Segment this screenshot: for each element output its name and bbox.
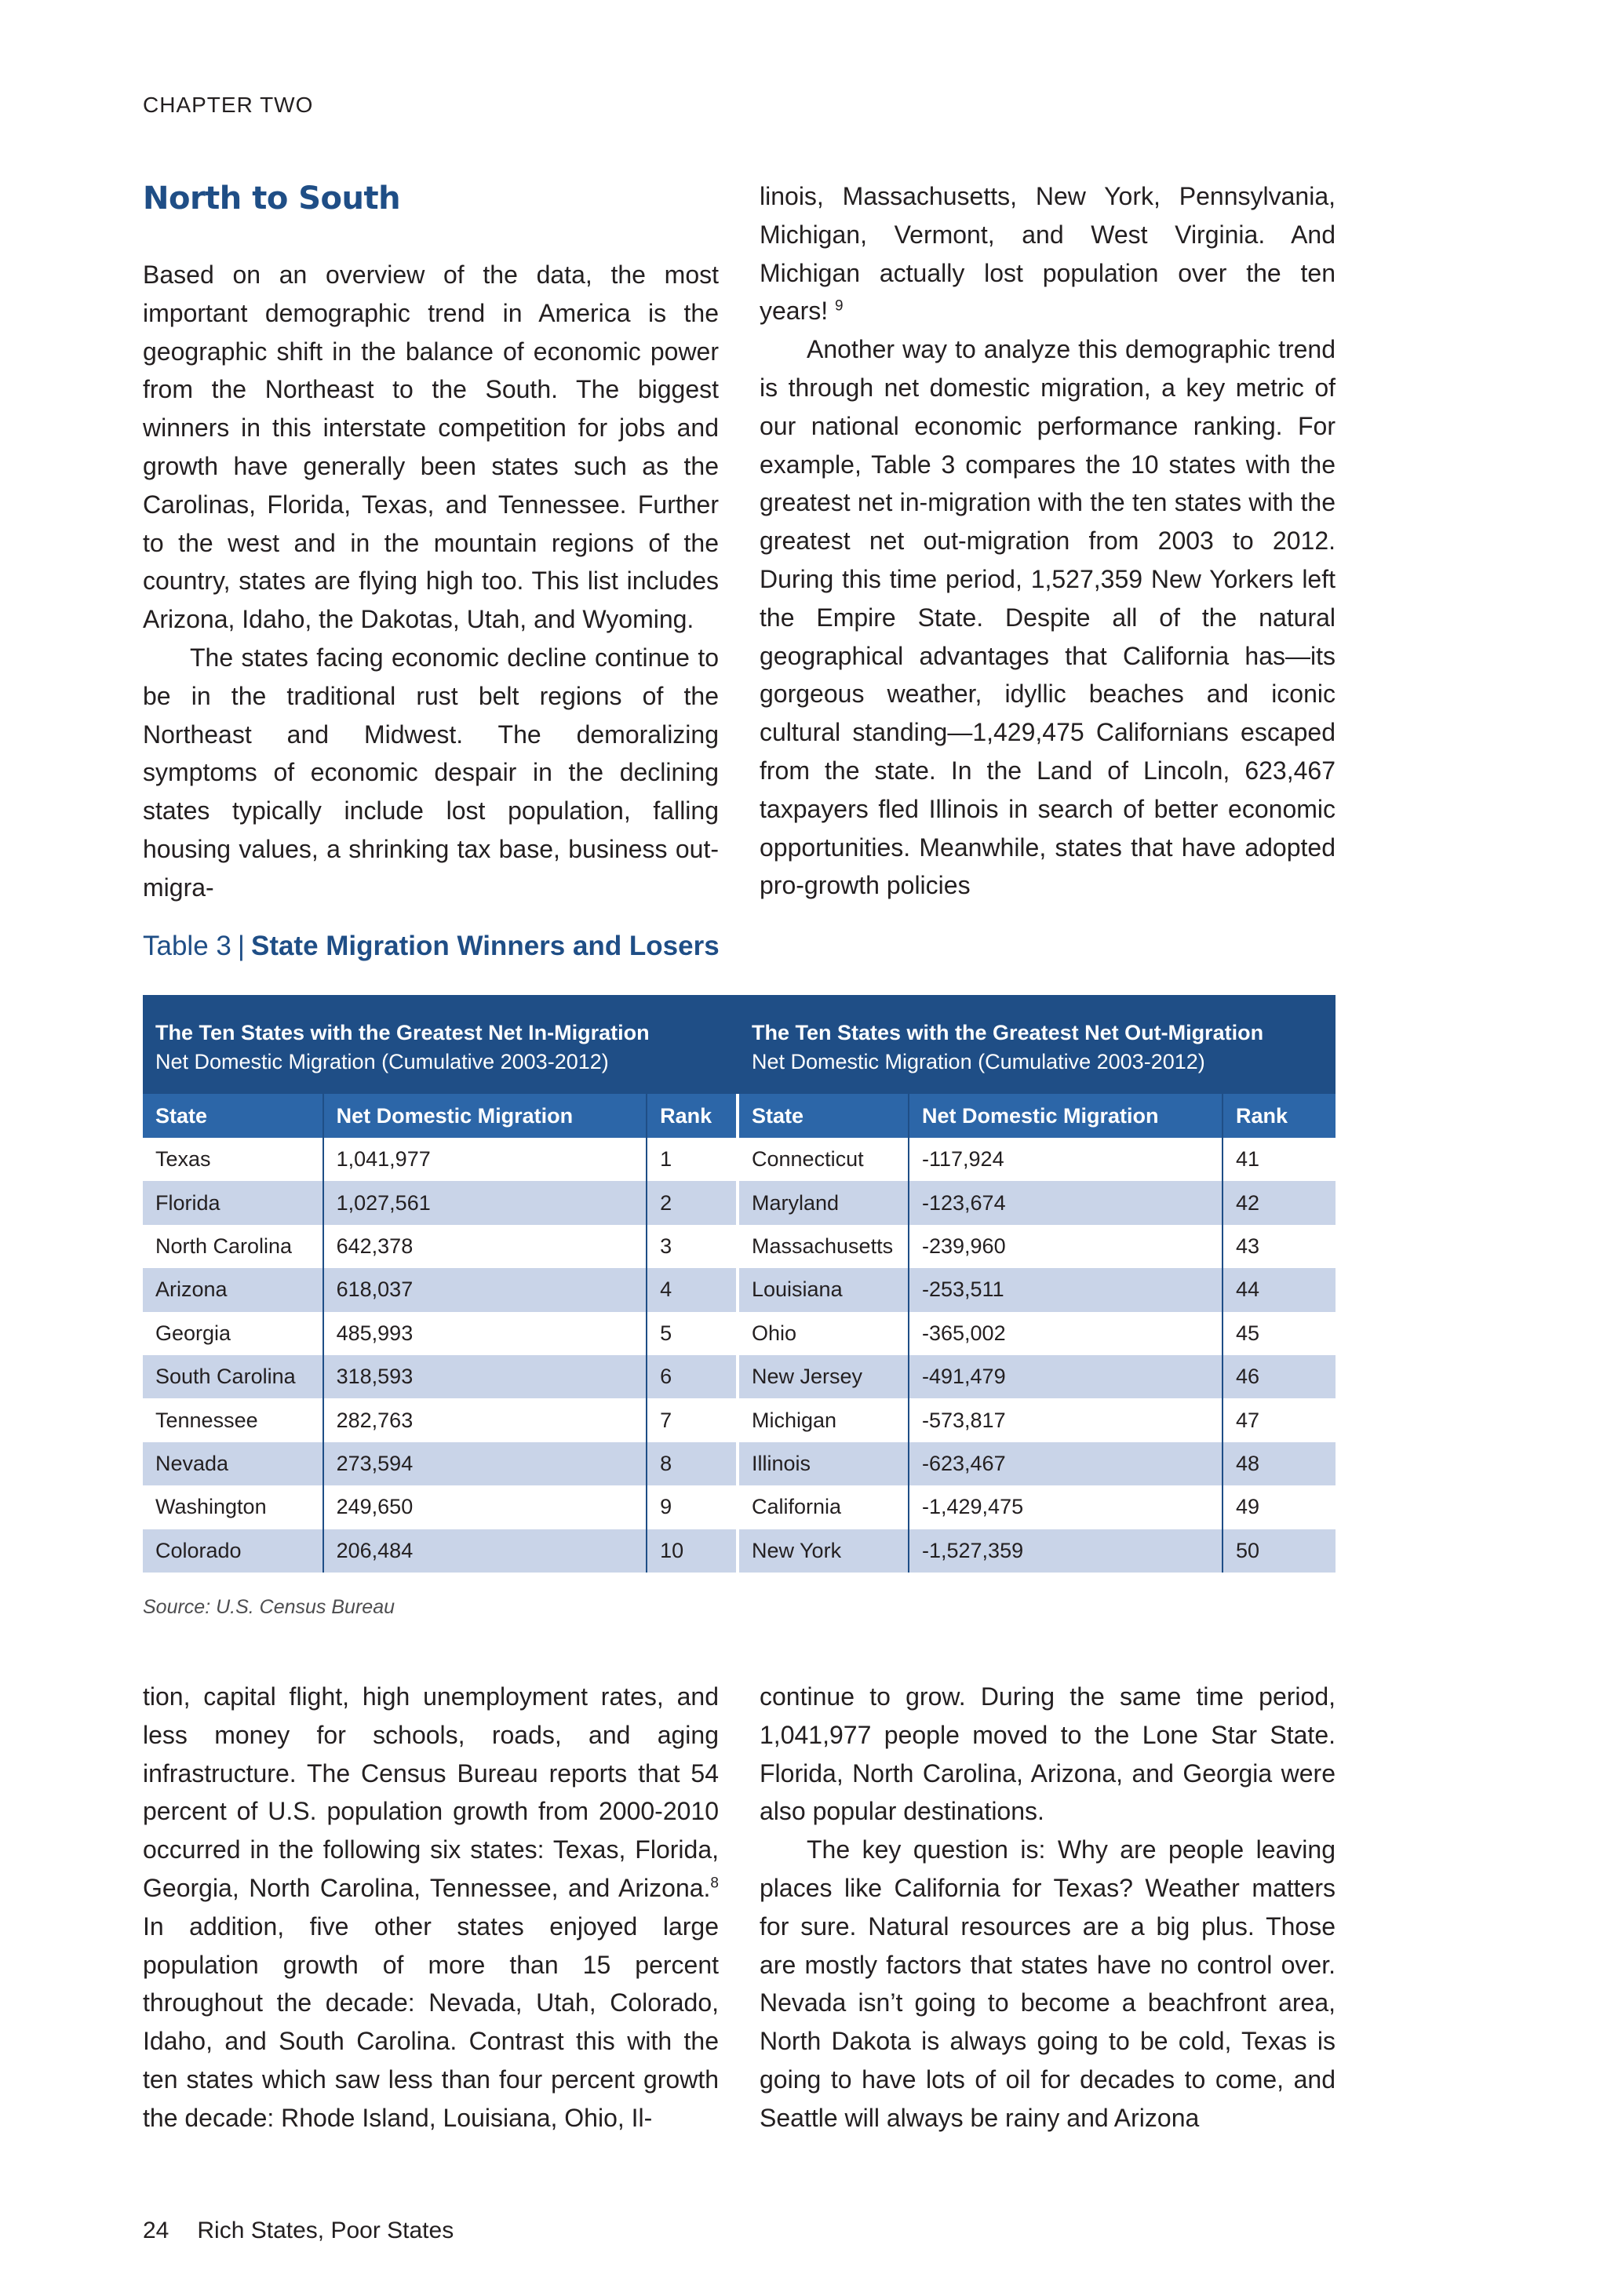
rank-cell: 10 [647, 1529, 738, 1573]
state-cell: Massachusetts [739, 1225, 909, 1268]
rank-cell: 2 [647, 1181, 738, 1224]
rank-cell: 7 [647, 1398, 738, 1441]
rank-cell: 8 [647, 1442, 738, 1485]
table-grid [143, 1094, 1336, 1573]
state-cell: Tennessee [143, 1398, 323, 1441]
state-cell: Florida [143, 1181, 323, 1224]
migration-cell: -365,002 [909, 1312, 1223, 1355]
table-row [739, 1442, 1336, 1485]
paragraph [760, 177, 1336, 330]
state-cell: New Jersey [739, 1355, 909, 1398]
table-source: Source: U.S. Census Bureau [143, 1596, 395, 1618]
table-row [143, 1529, 738, 1573]
paragraph: continue to grow. During the same time period, 1,041,977 people moved to the Lone Star State. Florida, North Carolina, Arizona, and Georgia were also popular destinations. [760, 1682, 1336, 1826]
paragraph: The key question is: Why are people leaving places like California for Texas? Weather matters for sure. Natural resources are a big plus. Those are mostly factors that states have no control over. Nevada isn’t going to become a beachfront area, North Dakota is always going to be cold, Texas is going to have lots of oil for decades to come, and Seattle will always be rainy and Arizona [760, 1835, 1336, 2132]
rank-cell: 6 [647, 1355, 738, 1398]
state-cell: Texas [143, 1138, 323, 1181]
right-column-top [760, 177, 1336, 907]
rank-cell: 48 [1223, 1442, 1336, 1485]
paragraph [143, 1678, 719, 2137]
section-heading: North to South [143, 180, 401, 217]
footnote-marker: 8 [710, 1875, 719, 1892]
migration-cell: -117,924 [909, 1138, 1223, 1181]
table-row [739, 1268, 1336, 1311]
rank-cell: 41 [1236, 1147, 1260, 1172]
column-header: Net Domestic Migration [909, 1094, 1223, 1138]
rank-cell: 47 [1236, 1408, 1260, 1432]
out-migration-header [752, 1019, 1263, 1077]
migration-table [143, 995, 1336, 1573]
out-migration-title: The Ten States with the Greatest Net Out-Migration [752, 1021, 1264, 1044]
chapter-label: CHAPTER TWO [143, 93, 314, 117]
rank-cell: 50 [1223, 1529, 1336, 1573]
state-cell: North Carolina [143, 1225, 323, 1268]
bottom-columns [143, 1678, 1336, 2137]
paragraph-text: In addition, five other states enjoyed large population growth of more than 15 percent throughout the decade: Nevada, Utah, Colorado, Idaho, and South Carolina. Contrast this with the ten states which saw less than four percent growth the decade: Rhode Island, Louisiana, Ohio, Il- [143, 1912, 719, 2132]
migration-cell: -491,479 [909, 1355, 1223, 1398]
migration-cell: -623,467 [909, 1442, 1223, 1485]
table-row [739, 1225, 1336, 1268]
top-columns [143, 180, 1336, 907]
table-row [739, 1529, 1336, 1573]
table-row [739, 1138, 1336, 1181]
paragraph-text: linois, Massachusetts, New York, Pennsylvania, Michigan, Vermont, and West Virginia. And Michigan actually lost population over the ten years! [760, 182, 1336, 326]
in-table-header-row [143, 1094, 738, 1138]
table-label: Table 3 [143, 931, 231, 961]
in-table-body [143, 1138, 738, 1573]
rank-cell: 9 [647, 1485, 738, 1529]
out-migration-table [739, 1094, 1336, 1573]
table-row [143, 1312, 738, 1355]
rank-cell: 45 [1236, 1321, 1260, 1345]
caption-separator: | [237, 931, 245, 961]
state-cell: Georgia [143, 1312, 323, 1355]
state-cell: Illinois [739, 1442, 909, 1485]
table-row [143, 1268, 738, 1311]
rank-cell: 3 [647, 1225, 738, 1268]
migration-cell: 1,041,977 [323, 1138, 647, 1181]
migration-cell: 618,037 [323, 1268, 647, 1311]
column-header: State [143, 1094, 323, 1138]
out-table-header-row [739, 1094, 1336, 1138]
in-migration-subtitle: Net Domestic Migration (Cumulative 2003-2012) [155, 1050, 609, 1073]
left-column-bottom [143, 1678, 719, 2137]
rank-cell: 44 [1223, 1268, 1336, 1311]
table-row [739, 1485, 1336, 1529]
migration-cell: -123,674 [909, 1181, 1223, 1224]
right-column-bottom [760, 1678, 1336, 2137]
in-migration-title: The Ten States with the Greatest Net In-Migration [155, 1021, 650, 1044]
state-cell: Washington [143, 1485, 323, 1529]
migration-cell: 206,484 [323, 1529, 647, 1573]
migration-cell: 485,993 [323, 1312, 647, 1355]
migration-cell: -253,511 [909, 1268, 1223, 1311]
migration-cell: -573,817 [909, 1398, 1223, 1441]
state-cell: Michigan [739, 1398, 909, 1441]
table-row [739, 1398, 1336, 1441]
column-header: Net Domestic Migration [323, 1094, 647, 1138]
state-cell: South Carolina [143, 1355, 323, 1398]
rank-cell: 42 [1223, 1181, 1336, 1224]
state-cell: Ohio [739, 1312, 909, 1355]
in-migration-table [143, 1094, 739, 1573]
column-header: Rank [1223, 1094, 1336, 1138]
state-cell: Colorado [143, 1529, 323, 1573]
in-migration-header [155, 1019, 650, 1077]
page-footer [143, 2218, 454, 2244]
migration-cell: 273,594 [323, 1442, 647, 1485]
out-table-body [739, 1138, 1336, 1573]
rank-cell: 43 [1236, 1234, 1260, 1258]
paragraph: The states facing economic decline continue to be in the traditional rust belt regions of the Northeast and Midwest. The demoralizing symptoms of economic despair in the declining states typically include lost population, falling housing values, a shrinking tax base, business out-migra- [143, 643, 719, 902]
left-column-top [143, 180, 719, 907]
table-row [143, 1398, 738, 1441]
table-row [739, 1312, 1336, 1355]
column-header: State [739, 1094, 909, 1138]
state-cell: Maryland [739, 1181, 909, 1224]
out-migration-subtitle: Net Domestic Migration (Cumulative 2003-2012) [752, 1050, 1205, 1073]
paragraph-text: tion, capital flight, high unemployment rates, and less money for schools, roads, and aging infrastructure. The Census Bureau reports that 54 percent of U.S. population growth from 2000-2010 occurred in the following six states: Texas, Florida, Georgia, North Carolina, Tennessee, and Arizona. [143, 1682, 719, 1902]
table-row [143, 1442, 738, 1485]
rank-cell: 46 [1223, 1355, 1336, 1398]
column-header: Rank [647, 1094, 738, 1138]
migration-cell: 318,593 [323, 1355, 647, 1398]
page-number: 24 [143, 2218, 169, 2243]
table-row [143, 1138, 738, 1181]
migration-cell: 1,027,561 [323, 1181, 647, 1224]
table-row [739, 1355, 1336, 1398]
rank-cell: 1 [647, 1138, 738, 1181]
state-cell: Arizona [143, 1268, 323, 1311]
migration-cell: -239,960 [909, 1225, 1223, 1268]
table-row [143, 1485, 738, 1529]
migration-cell: 249,650 [323, 1485, 647, 1529]
migration-cell: -1,429,475 [909, 1485, 1223, 1529]
migration-cell: 282,763 [323, 1398, 647, 1441]
table-title: State Migration Winners and Losers [250, 931, 720, 961]
table-row [739, 1181, 1336, 1224]
publication-title: Rich States, Poor States [197, 2218, 454, 2243]
state-cell: Connecticut [739, 1138, 909, 1181]
migration-cell: -1,527,359 [909, 1529, 1223, 1573]
table-caption [143, 931, 720, 962]
table-header-band [143, 995, 1336, 1094]
state-cell: California [739, 1485, 909, 1529]
table-row [143, 1181, 738, 1224]
state-cell: Nevada [143, 1442, 323, 1485]
footnote-marker: 9 [835, 297, 844, 315]
migration-cell: 642,378 [323, 1225, 647, 1268]
paragraph: Another way to analyze this demographic trend is through net domestic migration, a key metric of our national economic performance ranking. For example, Table 3 compares the 10 states with the greatest net in-migration with the ten states with the greatest net out-migration from 2003 to 2012. During this time period, 1,527,359 New Yorkers left the Empire State. Despite all of the natural geographical advantages that California has—its gorgeous weather, idyllic beaches and iconic cultural standing—1,429,475 Californians escaped from the state. In the Land of Lincoln, 623,467 taxpayers fled Illinois in search of better economic opportunities. Meanwhile, states that have adopted pro-growth policies [760, 335, 1336, 900]
rank-cell: 5 [647, 1312, 738, 1355]
paragraph: Based on an overview of the data, the most important demographic trend in America is the geographic shift in the balance of economic power from the Northeast to the South. The biggest winners in this interstate competition for jobs and growth have generally been states such as the Carolinas, Florida, Texas, and Tennessee. Further to the west and in the mountain regions of the country, states are flying high too. This list includes Arizona, Idaho, the Dakotas, Utah, and Wyoming. [143, 261, 719, 634]
rank-cell: 49 [1236, 1495, 1260, 1519]
state-cell: Louisiana [739, 1268, 909, 1311]
table-row [143, 1225, 738, 1268]
table-row [143, 1355, 738, 1398]
state-cell: New York [739, 1529, 909, 1573]
rank-cell: 4 [647, 1268, 738, 1311]
